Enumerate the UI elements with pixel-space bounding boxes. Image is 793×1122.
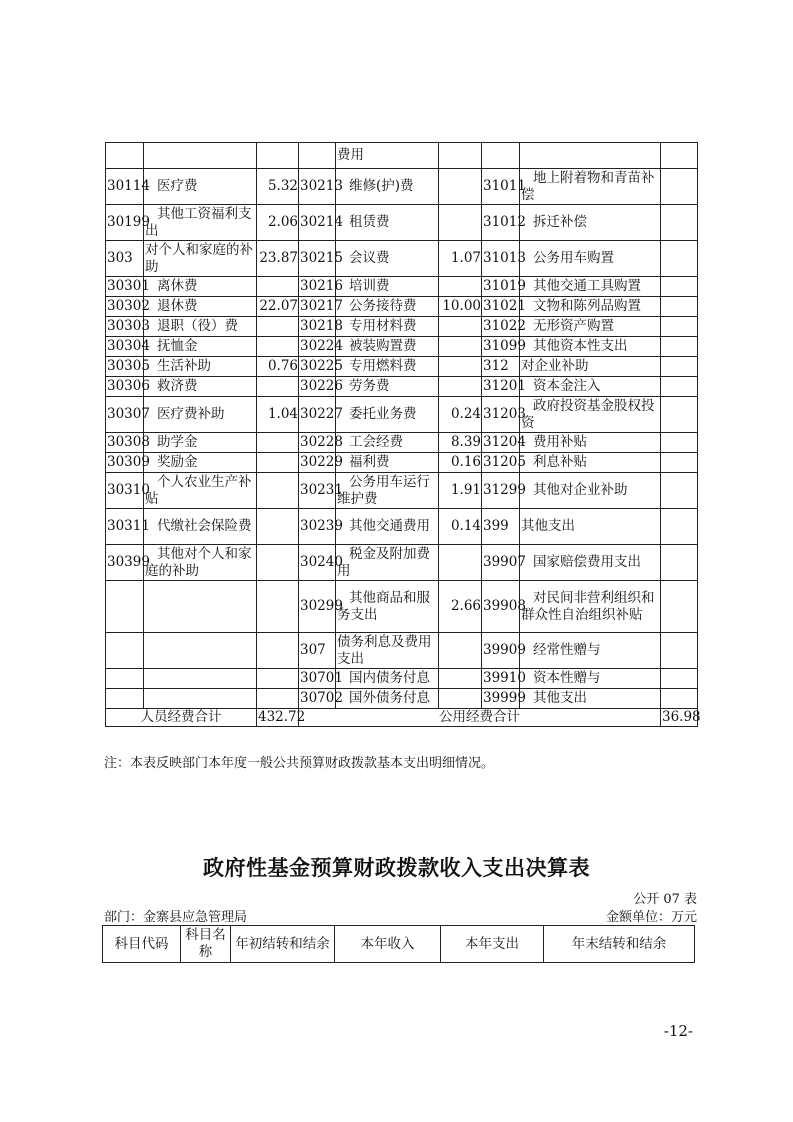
table-cell — [439, 317, 482, 337]
table-cell — [144, 581, 257, 633]
table-cell: 30224 — [299, 337, 336, 357]
table-cell: 其他对企业补助 — [520, 473, 661, 509]
table-cell: 30217 — [299, 297, 336, 317]
table-row — [106, 337, 698, 357]
table-cell — [257, 433, 299, 453]
table-cell: 2.66 — [439, 581, 482, 633]
header-cell: 科目代码 — [103, 926, 181, 963]
table-cell — [439, 633, 482, 669]
table-cell — [439, 169, 482, 205]
table-cell: 0.14 — [439, 509, 482, 545]
table-cell: 39908 — [482, 581, 520, 633]
table-cell — [439, 337, 482, 357]
sheet-number: 公开 07 表 — [633, 892, 697, 907]
table-cell: 31012 — [482, 205, 520, 241]
table-cell — [439, 689, 482, 709]
table-note: 注：本表反映部门本年度一般公共预算财政拨款基本支出明细情况。 — [104, 756, 495, 771]
table-cell — [144, 633, 257, 669]
table-cell: 费用补贴 — [520, 433, 661, 453]
table-cell — [106, 633, 144, 669]
table-cell — [520, 143, 661, 169]
table-cell: 30310 — [106, 473, 144, 509]
table-cell: 资本金注入 — [520, 377, 661, 397]
table-cell — [661, 509, 698, 545]
public-total-value: 36.98 — [662, 709, 701, 725]
table-cell: 399 — [482, 509, 520, 545]
table-row — [106, 241, 698, 277]
table-cell: 专用燃料费 — [336, 357, 439, 377]
table-row — [106, 317, 698, 337]
section-title: 政府性基金预算财政拨款收入支出决算表 — [203, 856, 590, 880]
header-cell: 年初结转和结余 — [231, 926, 335, 963]
table-cell: 30311 — [106, 509, 144, 545]
table-cell: 税金及附加费用 — [336, 545, 439, 581]
table-cell — [661, 337, 698, 357]
table-cell — [661, 433, 698, 453]
table-cell: 资本性赠与 — [520, 669, 661, 689]
table-cell: 对民间非营利组织和群众性自治组织补贴 — [520, 581, 661, 633]
table-cell — [257, 337, 299, 357]
table-cell: 利息补贴 — [520, 453, 661, 473]
table-cell: 其他支出 — [520, 509, 661, 545]
fund-budget-table — [102, 925, 695, 963]
table-row — [106, 633, 698, 669]
header-cell: 年末结转和结余 — [544, 926, 695, 963]
table-cell: 31011 — [482, 169, 520, 205]
department-label: 部门：金寨县应急管理局 — [104, 910, 248, 925]
table-cell: 政府投资基金股权投资 — [520, 397, 661, 433]
table-cell: 30239 — [299, 509, 336, 545]
table-cell: 30305 — [106, 357, 144, 377]
table-cell: 其他对个人和家庭的补助 — [144, 545, 257, 581]
table-cell: 公务接待费 — [336, 297, 439, 317]
table-cell: 会议费 — [336, 241, 439, 277]
table-cell: 培训费 — [336, 277, 439, 297]
table-cell — [661, 581, 698, 633]
table-cell: 其他交通费用 — [336, 509, 439, 545]
table-cell — [661, 143, 698, 169]
table-cell: 0.24 — [439, 397, 482, 433]
table-row — [106, 397, 698, 433]
table-cell: 30304 — [106, 337, 144, 357]
table-row — [106, 357, 698, 377]
personnel-total-label: 人员经费合计 — [106, 709, 257, 727]
table-cell: 30301 — [106, 277, 144, 297]
table-cell — [661, 277, 698, 297]
table-cell: 23.87 — [257, 241, 299, 277]
table-cell: 医疗费 — [144, 169, 257, 205]
table-cell: 退休费 — [144, 297, 257, 317]
table-cell — [257, 545, 299, 581]
table-cell — [661, 453, 698, 473]
table-cell: 312 — [482, 357, 520, 377]
table-cell: 国家赔偿费用支出 — [520, 545, 661, 581]
table-cell — [257, 317, 299, 337]
personnel-total-value: 432.72 — [258, 709, 306, 725]
table-cell — [482, 143, 520, 169]
table-cell: 303 — [106, 241, 144, 277]
expenditure-detail-table — [105, 142, 701, 727]
table-cell: 30215 — [299, 241, 336, 277]
table-cell: 30227 — [299, 397, 336, 433]
table-cell: 30308 — [106, 433, 144, 453]
table-cell: 30228 — [299, 433, 336, 453]
amount-unit-label: 金额单位：万元 — [605, 910, 697, 925]
table-cell: 奖励金 — [144, 453, 257, 473]
table-row — [106, 377, 698, 397]
table-cell — [299, 143, 336, 169]
table-cell — [661, 689, 698, 709]
table-cell — [257, 689, 299, 709]
table-cell: 2.06 — [257, 205, 299, 241]
table-cell: 经常性赠与 — [520, 633, 661, 669]
table-cell: 其他交通工具购置 — [520, 277, 661, 297]
header-cell: 本年支出 — [441, 926, 544, 963]
table-row — [106, 545, 698, 581]
table-header-row — [103, 926, 695, 963]
table-cell — [661, 241, 698, 277]
table-cell — [257, 143, 299, 169]
table-cell: 30303 — [106, 317, 144, 337]
table-cell: 30307 — [106, 397, 144, 433]
table-cell — [439, 669, 482, 689]
table-row — [106, 509, 698, 545]
table-cell — [106, 581, 144, 633]
table-cell: 文物和陈列品购置 — [520, 297, 661, 317]
table-cell — [661, 669, 698, 689]
table-cell: 31203 — [482, 397, 520, 433]
table-cell: 拆迁补偿 — [520, 205, 661, 241]
table-cell: 代缴社会保险费 — [144, 509, 257, 545]
table-cell — [144, 143, 257, 169]
table-cell: 30306 — [106, 377, 144, 397]
table-cell: 30199 — [106, 205, 144, 241]
header-cell: 本年收入 — [335, 926, 441, 963]
table-row — [106, 581, 698, 633]
table-cell — [439, 357, 482, 377]
table-cell — [257, 277, 299, 297]
table-cell: 离休费 — [144, 277, 257, 297]
table-cell: 抚恤金 — [144, 337, 257, 357]
table-cell — [106, 669, 144, 689]
table-cell: 退职（役）费 — [144, 317, 257, 337]
table-cell — [257, 509, 299, 545]
table-cell: 1.91 — [439, 473, 482, 509]
header-cell: 科目名称 — [181, 926, 231, 963]
table-cell: 公务用车运行维护费 — [336, 473, 439, 509]
table-cell: 5.32 — [257, 169, 299, 205]
table-cell: 其他工资福利支出 — [144, 205, 257, 241]
table-cell: 委托业务费 — [336, 397, 439, 433]
table-cell: 1.07 — [439, 241, 482, 277]
table-row — [106, 143, 698, 169]
public-total-label: 公用经费合计 — [299, 709, 661, 727]
table-cell — [257, 581, 299, 633]
table-cell: 30214 — [299, 205, 336, 241]
table-cell — [661, 473, 698, 509]
table-cell: 31022 — [482, 317, 520, 337]
table-cell: 其他资本性支出 — [520, 337, 661, 357]
table-row — [106, 473, 698, 509]
table-cell — [661, 357, 698, 377]
table-row — [106, 433, 698, 453]
table-cell: 30240 — [299, 545, 336, 581]
table-cell — [661, 397, 698, 433]
table-cell — [257, 453, 299, 473]
table-cell: 其他商品和服务支出 — [336, 581, 439, 633]
table-cell: 债务利息及费用支出 — [336, 633, 439, 669]
table-cell — [661, 169, 698, 205]
table-cell: 对企业补助 — [520, 357, 661, 377]
table-cell: 其他支出 — [520, 689, 661, 709]
table-cell — [439, 205, 482, 241]
table-cell — [144, 689, 257, 709]
table-row — [106, 297, 698, 317]
table-cell: 0.76 — [257, 357, 299, 377]
table-cell — [144, 669, 257, 689]
table-cell — [257, 377, 299, 397]
table-row — [106, 205, 698, 241]
table-cell: 10.00 — [439, 297, 482, 317]
table-cell: 30701 — [299, 669, 336, 689]
table-cell: 30213 — [299, 169, 336, 205]
table-cell: 30399 — [106, 545, 144, 581]
table-cell — [661, 297, 698, 317]
table-cell: 地上附着物和青苗补偿 — [520, 169, 661, 205]
table-cell — [439, 377, 482, 397]
table-cell: 维修(护)费 — [336, 169, 439, 205]
table-cell: 30702 — [299, 689, 336, 709]
table-cell: 31013 — [482, 241, 520, 277]
table-cell — [106, 689, 144, 709]
table-cell — [661, 317, 698, 337]
table-cell — [661, 377, 698, 397]
table-row — [106, 277, 698, 297]
table-cell: 31299 — [482, 473, 520, 509]
table-cell — [106, 143, 144, 169]
page-number: -12- — [663, 1022, 693, 1040]
table-cell: 1.04 — [257, 397, 299, 433]
table-row — [106, 453, 698, 473]
table-cell: 30225 — [299, 357, 336, 377]
table-total-row — [106, 709, 698, 727]
table-cell: 费用 — [336, 143, 439, 169]
table-row — [106, 169, 698, 205]
table-cell: 30226 — [299, 377, 336, 397]
table-cell: 30309 — [106, 453, 144, 473]
table-cell: 31019 — [482, 277, 520, 297]
table-cell: 39907 — [482, 545, 520, 581]
table-cell — [439, 545, 482, 581]
table-cell — [439, 143, 482, 169]
table-cell: 被装购置费 — [336, 337, 439, 357]
table-cell: 国外债务付息 — [336, 689, 439, 709]
table-cell — [661, 545, 698, 581]
table-cell: 31021 — [482, 297, 520, 317]
table-cell: 专用材料费 — [336, 317, 439, 337]
table-cell: 医疗费补助 — [144, 397, 257, 433]
table-cell: 个人农业生产补贴 — [144, 473, 257, 509]
table-cell: 31099 — [482, 337, 520, 357]
table-cell: 30302 — [106, 297, 144, 317]
table-row — [106, 669, 698, 689]
table-cell: 30231 — [299, 473, 336, 509]
table-cell: 租赁费 — [336, 205, 439, 241]
table-cell — [661, 633, 698, 669]
table-cell — [439, 277, 482, 297]
table-cell: 31201 — [482, 377, 520, 397]
table-cell: 对个人和家庭的补助 — [144, 241, 257, 277]
table-cell: 30229 — [299, 453, 336, 473]
table-cell: 国内债务付息 — [336, 669, 439, 689]
table-cell: 31205 — [482, 453, 520, 473]
table-cell — [257, 473, 299, 509]
table-cell — [257, 633, 299, 669]
table-cell: 39999 — [482, 689, 520, 709]
table-cell: 福利费 — [336, 453, 439, 473]
table-cell: 救济费 — [144, 377, 257, 397]
table-row — [106, 689, 698, 709]
table-cell: 22.07 — [257, 297, 299, 317]
table-cell: 公务用车购置 — [520, 241, 661, 277]
table-cell: 0.16 — [439, 453, 482, 473]
table-cell: 劳务费 — [336, 377, 439, 397]
table-cell: 30299 — [299, 581, 336, 633]
table-cell: 助学金 — [144, 433, 257, 453]
table-cell: 39909 — [482, 633, 520, 669]
table-cell: 8.39 — [439, 433, 482, 453]
table-cell: 39910 — [482, 669, 520, 689]
table-cell — [257, 669, 299, 689]
table-cell: 30216 — [299, 277, 336, 297]
table-cell: 生活补助 — [144, 357, 257, 377]
table-cell: 30114 — [106, 169, 144, 205]
table-cell: 307 — [299, 633, 336, 669]
table-cell: 30218 — [299, 317, 336, 337]
table-cell: 无形资产购置 — [520, 317, 661, 337]
table-cell: 31204 — [482, 433, 520, 453]
table-cell: 工会经费 — [336, 433, 439, 453]
table-cell — [661, 205, 698, 241]
